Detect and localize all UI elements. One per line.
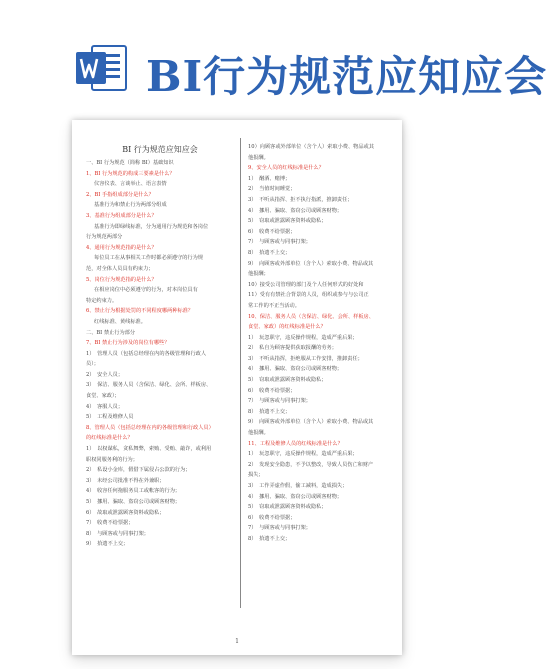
document-line: 4、通用行为规范指的是什么？ [86,244,157,251]
document-line: 5） 挪用、骗取、盗窃公司或顾客财物； [86,499,181,505]
document-line: 10、保洁、服务人员（含保洁、绿化、会所、样板房、 [248,313,374,320]
document-line: 7） 与顾客或与同事打架； [248,398,311,405]
document-line: 5） 工程及维修人员 [86,414,134,421]
document-page [72,120,402,655]
document-line: 2、BI 手指组成部分是什么？ [86,191,154,198]
document-line: 10）向顾客或外部单位（含个人）索取小费、物品或其 [248,144,374,150]
document-line: 4） 挪用、骗取、盗窃公司或顾客财物； [248,207,343,214]
document-line: 11、工程及维修人员的红线标准是什么？ [248,440,343,447]
document-line: 2） 私设小金库，假借下属侵占公款的行为； [86,467,191,474]
document-line: 1） 以权谋私，贪私舞弊，索贿、受贿、敲诈，或利用 [86,446,212,453]
document-line: 3） 未经公司批准不得在外兼职； [86,477,165,484]
document-line: 一、BI 行为规范（简称 BI）基础知识 [86,160,174,166]
word-icon [74,40,130,96]
document-line: 3） 不听从指挥，拒绝服从工作安排，推卸责任； [248,355,363,362]
document-line: 红线标准、黄线标准。 [94,318,146,325]
document-line: 8） 拾遗不上交； [248,408,291,415]
right-column [248,142,396,545]
document-line: 职权同服务利的行为； [86,456,138,463]
document-line: 1） 玩忽职守，违反操作规程，造成严重后果； [248,451,358,458]
document-line: 范，对全体人员具有约束力； [86,265,154,272]
document-line: 7） 与顾客或与同事打架； [248,239,311,246]
page-number: 1 [235,638,239,645]
document-line: 3） 工作弄虚作假，偷工减料，造成损失； [248,483,348,489]
document-line: 2） 当值时间睡觉； [248,186,296,193]
document-line: 6） 收费不给票据； [248,514,296,521]
document-line: 4） 挪用、骗取、盗窃公司或顾客财物； [248,493,343,500]
document-line: 1） 管理人员（包括总经理在内的各级管理和行政人 [86,350,207,357]
document-line: 3） 保洁、服务人员（含保洁、绿化、会所、样板房、 [86,382,212,389]
document-line: 6、禁止行为根据处罚的不同程度哪两种标准？ [86,308,194,315]
document-line: 8） 拾遗不上交； [248,535,291,542]
document-line: 3） 不听从指挥、拒不执行指派，推卸责任； [248,196,353,203]
document-line: 的红线标准是什么？ [86,435,133,442]
column-divider [240,138,241,608]
document-title: BI 行为规范应知应会 [122,145,198,154]
document-line: 2） 发现安全隐患，不予以整改，导致人员伤亡和财产 [248,461,374,468]
document-line: 他报酬。 [248,430,269,437]
document-line: 仪容仪表、言谈举止、语言表情 [94,181,167,188]
document-line: 8、管理人员（包括总经理在内的各级管理和行政人员） [86,424,214,431]
document-line: 4） 收容任何拖服务员工或帐客的行为； [86,488,181,495]
document-line: 1） 玩忽职守，违反操作规程，造成严重后果； [248,334,358,341]
document-line: 基准行为即绿线标准，分为通用行为规范和各岗位 [94,223,209,230]
document-line: 5、岗位行为规范指的是什么？ [86,276,157,283]
document-line: 11）受有有禁社合背景的人员，组织或参与与公司正 [248,292,369,299]
document-line: 6） 收费不给票据； [248,228,296,235]
document-line: 6） 收费不给票据； [248,387,296,394]
page-title: BI行为规范应知应会 [146,52,547,101]
header-banner [0,0,547,118]
document-line: 3、基准行为组成部分是什么？ [86,212,157,219]
document-line: 8） 与顾客或与同事打架； [86,530,149,537]
document-line: 7、BI 禁止行为涉及的岗位有哪些？ [86,340,170,347]
document-line: 7） 收费不给票据； [86,520,134,527]
document-line: 特定约束力。 [86,297,118,304]
document-line: 9） 拾遗不上交； [86,541,129,548]
document-line: 他报酬。 [248,154,269,161]
document-line: 在相应岗位中必须遵守的行为，对本岗位具有 [94,287,198,294]
document-line: 9） 向顾客或外部单位（含个人）索取小费、物品或其 [248,260,374,267]
document-line: 食堂、家政）； [86,393,120,400]
document-line: 2） 安全人员； [86,371,124,378]
document-line: 4） 挪用、骗取、盗窃公司或顾客财物； [248,366,343,373]
document-line: 4） 客服人员； [86,403,124,410]
document-line: 1、BI 行为规范的构成三要素是什么？ [86,170,175,177]
document-line: 每位员工在从事相关工作时都必须遵守的行为规 [94,255,203,262]
document-line: 7） 与顾客或与同事打架； [248,525,311,532]
document-line: 1） 酗酒、赌博； [248,175,291,182]
document-line: 基准行为和禁止行为两部分组成 [94,202,167,209]
left-column [86,158,234,550]
document-line: 5） 窃取或泄露顾客资料或隐私； [248,504,327,511]
document-line: 食堂、家政）的红线标准是什么？ [248,324,326,331]
document-line: 二、BI 禁止行为部分 [86,329,136,336]
document-line: 5） 窃取或泄露顾客资料或隐私； [248,377,327,384]
document-line: 2） 私自为顾客提供获取报酬的劳务； [248,345,337,352]
document-line: 9） 向顾客或外部单位（含个人）索取小费、物品或其 [248,419,374,426]
document-line: 10）接受公司管理的部门及个人任何形式的好处和 [248,281,364,288]
document-line: 行为规范两部分 [86,234,123,241]
document-line: 9、安全人员的红线标准是什么？ [248,165,324,172]
document-line: 8） 拾遗不上交； [248,249,291,256]
document-line: 6） 故取或泄露顾客资料或隐私； [86,509,165,516]
document-line: 员）； [86,361,99,368]
document-line: 他报酬； [248,271,269,278]
document-line: 常工作的不正当活动。 [248,302,300,309]
document-line: 损失； [248,472,264,479]
document-line: 5） 窃取或泄露顾客资料或隐私； [248,218,327,225]
